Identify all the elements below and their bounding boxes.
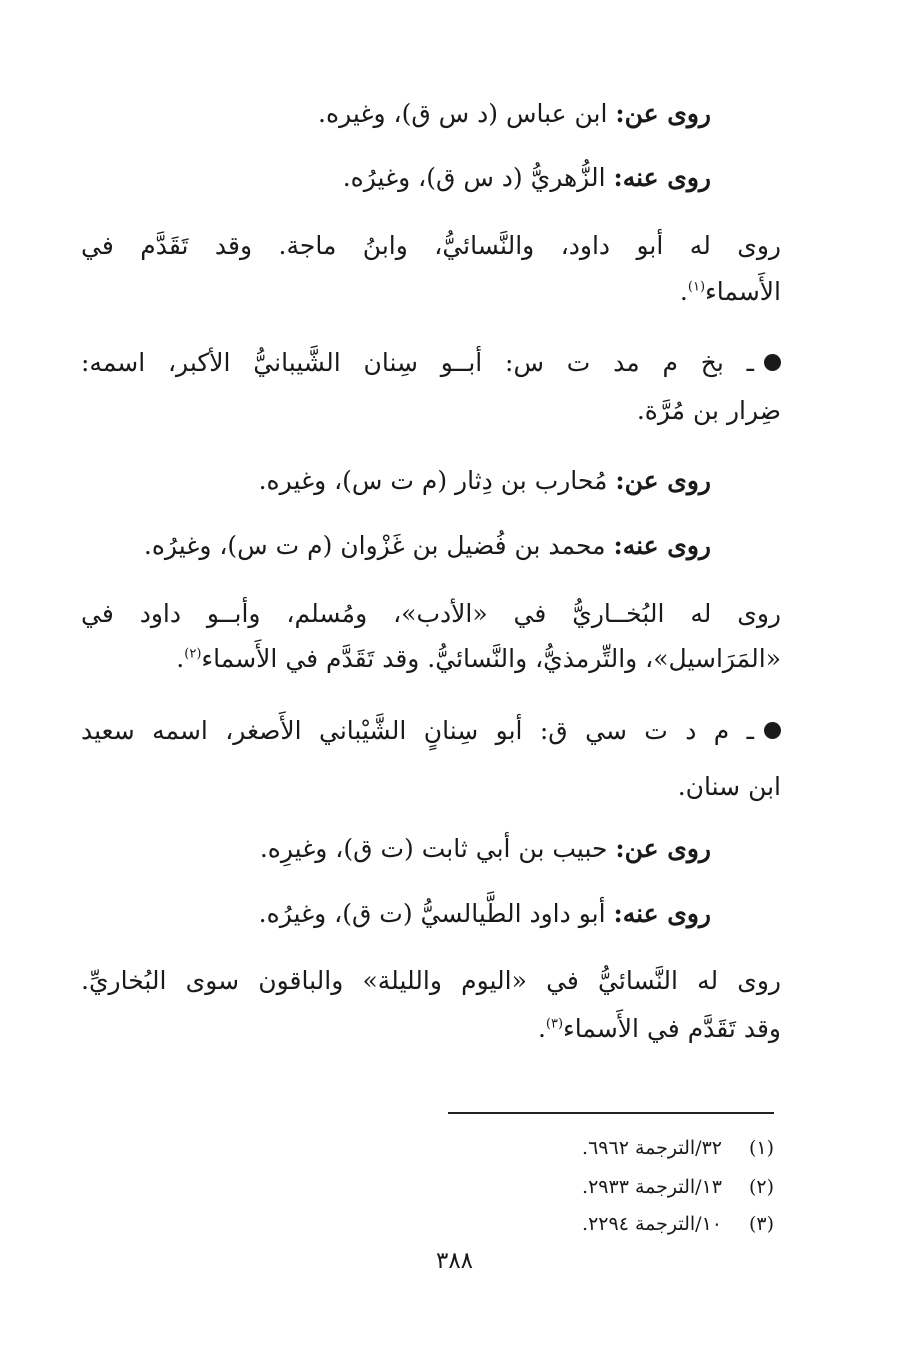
footnote-ref-2[interactable]: (٢) bbox=[184, 646, 202, 662]
s2-narrated-for-line1: روى له البُخــاريُّ في «الأدب»، ومُسلم، وأبــو داود في bbox=[81, 599, 781, 628]
footnote-number: (١) bbox=[748, 1137, 774, 1159]
narrated-from-label: روى عن: bbox=[615, 834, 711, 863]
footnote-ref-3[interactable]: (٣) bbox=[545, 1016, 564, 1032]
narrated-from-text: مُحارب بن دِثار (م ت س)، وغيره. bbox=[258, 466, 608, 495]
entry-heading: ـ بخ م مد ت س: أبــو سِنان الشَّيبانيُّ الأكبر، اسمه: bbox=[81, 348, 754, 377]
narrated-from-text: ابن عباس (د س ق)، وغيره. bbox=[318, 99, 608, 128]
narrated-by-label: روى عنه: bbox=[613, 163, 711, 192]
narrated-by-label: روى عنه: bbox=[613, 531, 711, 560]
footnote-3 bbox=[134, 1211, 774, 1237]
s1-narrated-for-line2 bbox=[81, 274, 781, 310]
s3-narrated-by bbox=[81, 896, 711, 932]
footnote-ref-1[interactable]: (١) bbox=[687, 279, 706, 295]
s2-narrated-from bbox=[81, 463, 711, 499]
s2-heading-line1 bbox=[81, 345, 781, 381]
s3-narrated-from bbox=[81, 831, 711, 867]
footnote-1 bbox=[134, 1135, 774, 1161]
narrated-by-text: أبو داود الطَّيالسيُّ (ت ق)، وغيرُه. bbox=[258, 899, 606, 928]
narrators-list: «المَرَاسيل»، والتِّرمذيُّ، والنَّسائيُّ. وقد تَقَدَّم في الأَسماء bbox=[201, 644, 781, 673]
narrated-by-text: الزُّهريُّ (د س ق)، وغيرُه. bbox=[342, 163, 606, 192]
bullet-dot-icon bbox=[764, 354, 781, 371]
page-number: ٣٨٨ bbox=[435, 1248, 474, 1274]
footnote-number: (٣) bbox=[748, 1213, 774, 1235]
s3-narrated-for-line2 bbox=[81, 1011, 781, 1047]
narrated-from-text: حبيب بن أبي ثابت (ت ق)، وغيرِه. bbox=[259, 834, 608, 863]
s2-heading-line2: ضِرار بن مُرَّة. bbox=[636, 396, 781, 425]
narrated-by-text: محمد بن فُضيل بن غَزْوان (م ت س)، وغيرُه. bbox=[143, 531, 606, 560]
names-reference: وقد تَقَدَّم في الأَسماء bbox=[563, 1014, 781, 1043]
s3-heading-line2: ابن سنان. bbox=[677, 772, 781, 801]
narrated-by-label: روى عنه: bbox=[613, 899, 711, 928]
period: . bbox=[176, 644, 185, 673]
s1-narrated-from bbox=[81, 96, 711, 132]
footnote-text: ١٠/الترجمة ٢٢٩٤. bbox=[582, 1213, 722, 1235]
s3-narrated-for-line1: روى له النَّسائيُّ في «اليوم والليلة» والباقون سوى البُخاريِّ. bbox=[81, 966, 781, 995]
period: . bbox=[679, 277, 688, 306]
names-reference: الأَسماء bbox=[705, 277, 781, 306]
footnote-2 bbox=[134, 1174, 774, 1200]
footnote-divider bbox=[448, 1112, 774, 1114]
s2-narrated-for-line2 bbox=[81, 641, 781, 677]
s3-heading-line1 bbox=[81, 713, 781, 749]
s1-narrated-for-line1: روى له أبو داود، والنَّسائيُّ، وابنُ ماجة. وقد تَقَدَّم في bbox=[81, 231, 781, 260]
narrated-from-label: روى عن: bbox=[615, 99, 711, 128]
footnote-text: ٣٢/الترجمة ٦٩٦٢. bbox=[582, 1137, 722, 1159]
footnote-text: ١٣/الترجمة ٢٩٣٣. bbox=[582, 1176, 722, 1198]
bullet-dot-icon bbox=[764, 722, 781, 739]
entry-heading: ـ م د ت سي ق: أبو سِنانٍ الشَّيْباني الأَصغر، اسمه سعيد bbox=[81, 716, 754, 745]
period: . bbox=[537, 1014, 546, 1043]
narrated-from-label: روى عن: bbox=[615, 466, 711, 495]
footnote-number: (٢) bbox=[748, 1176, 774, 1198]
s1-narrated-by bbox=[81, 160, 711, 196]
s2-narrated-by bbox=[81, 528, 711, 564]
